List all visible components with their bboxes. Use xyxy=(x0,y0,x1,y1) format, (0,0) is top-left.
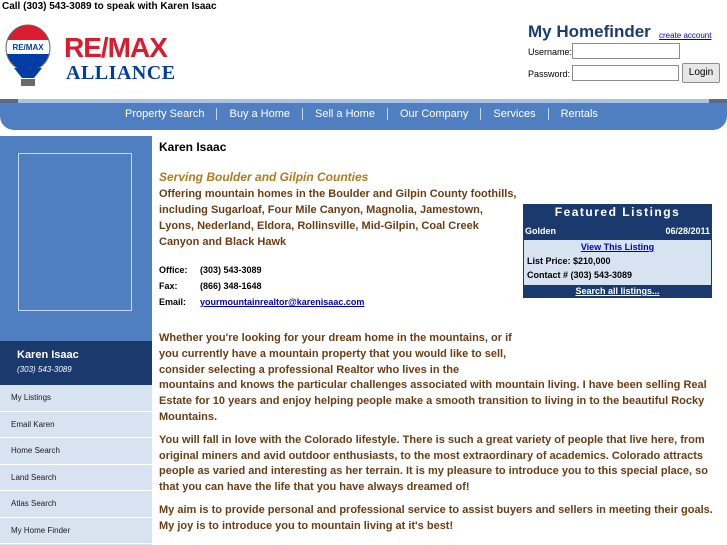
username-input[interactable] xyxy=(572,43,680,59)
fax-label: Fax: xyxy=(159,281,178,291)
brand-remax: RE/MAX xyxy=(64,32,167,63)
paragraph-3: My aim is to provide personal and professional service to assist buyers and sellers in meeting their goals. My joy is to introduce you to mountain living at it's best! xyxy=(159,503,713,532)
homefinder-login xyxy=(528,22,723,79)
intro-text: Offering mountain homes in the Boulder and Gilpin County foothills, including Sugarloaf, Four Mile Canyon, Magnolia, Jamestown, Lyons, Nederland, Eldora, Rollinsville, Mid-Gilpin, Coal Creek Canyon and Black Hawk xyxy=(159,188,517,248)
create-account-link[interactable]: create account xyxy=(659,31,712,40)
featured-listing-body xyxy=(524,240,711,285)
agent-name: Karen Isaac xyxy=(17,349,79,361)
fax-number: (866) 348-1648 xyxy=(200,281,262,291)
featured-title: Featured Listings xyxy=(554,205,681,219)
balloon-text: RE/MAX xyxy=(12,43,44,52)
sidebar-item-atlas-search[interactable]: Atlas Search xyxy=(0,491,152,518)
contact-info xyxy=(159,262,364,310)
username-label: Username: xyxy=(528,47,573,57)
nav-our-company[interactable]: Our Company xyxy=(399,108,469,120)
sidebar-item-email-karen[interactable]: Email Karen xyxy=(0,412,152,439)
featured-date: 06/28/2011 xyxy=(665,226,710,236)
view-listing-link[interactable]: View This Listing xyxy=(580,242,655,252)
balloon-logo-icon xyxy=(4,24,52,88)
email-link[interactable]: yourmountainrealtor@karenisaac.com xyxy=(200,297,365,307)
agent-card xyxy=(0,341,152,385)
office-label: Office: xyxy=(159,265,188,275)
brand-alliance: ALLIANCE xyxy=(66,62,176,84)
sidebar-item-my-listings[interactable]: My Listings xyxy=(0,385,152,412)
sidebar-item-land-search[interactable]: Land Search xyxy=(0,465,152,492)
email-label: Email: xyxy=(159,297,187,307)
password-input[interactable] xyxy=(572,65,679,81)
nav-services[interactable]: Services xyxy=(493,108,536,120)
call-line: Call (303) 543-3089 to speak with Karen Isaac xyxy=(2,1,217,12)
featured-contact: Contact # (303) 543-3089 xyxy=(527,270,633,280)
featured-listing-header xyxy=(523,222,712,240)
nav-sell-a-home[interactable]: Sell a Home xyxy=(315,108,375,120)
remax-alliance-logo[interactable] xyxy=(4,24,176,90)
nav-property-search[interactable]: Property Search xyxy=(125,108,205,120)
password-label: Password: xyxy=(528,69,571,79)
featured-listings xyxy=(523,204,712,298)
featured-city: Golden xyxy=(525,226,556,236)
paragraph-2: You will fall in love with the Colorado lifestyle. There is such a great variety of people that live here, from original miners and avid outdoor enthusiasts, to the most extraordinary of academics. Colorado attracts people as varied and interesting as her terrain. It is my pleasure to introduce you to this special place, so that you can have the life that you have always dreamed of! xyxy=(159,433,708,494)
featured-list-price: List Price: $210,000 xyxy=(527,256,611,266)
paragraph-1a: Whether you're looking for your dream home in the mountains, or if you currently have a mountain property that you would like to sell, consider selecting a professional Realtor who lives in the xyxy=(159,332,512,376)
sidebar-links xyxy=(0,385,152,544)
agent-photo xyxy=(18,153,132,311)
nav-rentals[interactable]: Rentals xyxy=(560,108,598,120)
search-all-listings-link[interactable]: Search all listings... xyxy=(575,286,660,296)
tagline: Serving Boulder and Gilpin Counties xyxy=(159,170,369,184)
nav-corner-left xyxy=(0,99,18,103)
nav-corner-right xyxy=(709,99,727,103)
office-phone: (303) 543-3089 xyxy=(200,265,262,275)
sidebar xyxy=(0,136,152,545)
nav-buy-a-home[interactable]: Buy a Home xyxy=(229,108,291,120)
agent-photo-area xyxy=(0,136,152,341)
paragraph-1b: mountains and knows the particular challenges associated with mountain living. I have been selling Real Estate for 10 years and enjoy helping people make a smooth transition to living in to the beautiful Rocky Mountains. xyxy=(159,379,707,423)
body-text xyxy=(159,331,714,542)
page-title: Karen Isaac xyxy=(159,140,227,154)
main-nav xyxy=(0,99,727,130)
sidebar-item-my-home-finder[interactable]: My Home Finder xyxy=(0,518,152,545)
nav-items xyxy=(113,108,610,120)
agent-phone: (303) 543-3089 xyxy=(17,365,72,374)
login-button[interactable]: Login xyxy=(682,63,720,83)
homefinder-title: My Homefinder xyxy=(528,22,651,41)
sidebar-item-home-search[interactable]: Home Search xyxy=(0,438,152,465)
